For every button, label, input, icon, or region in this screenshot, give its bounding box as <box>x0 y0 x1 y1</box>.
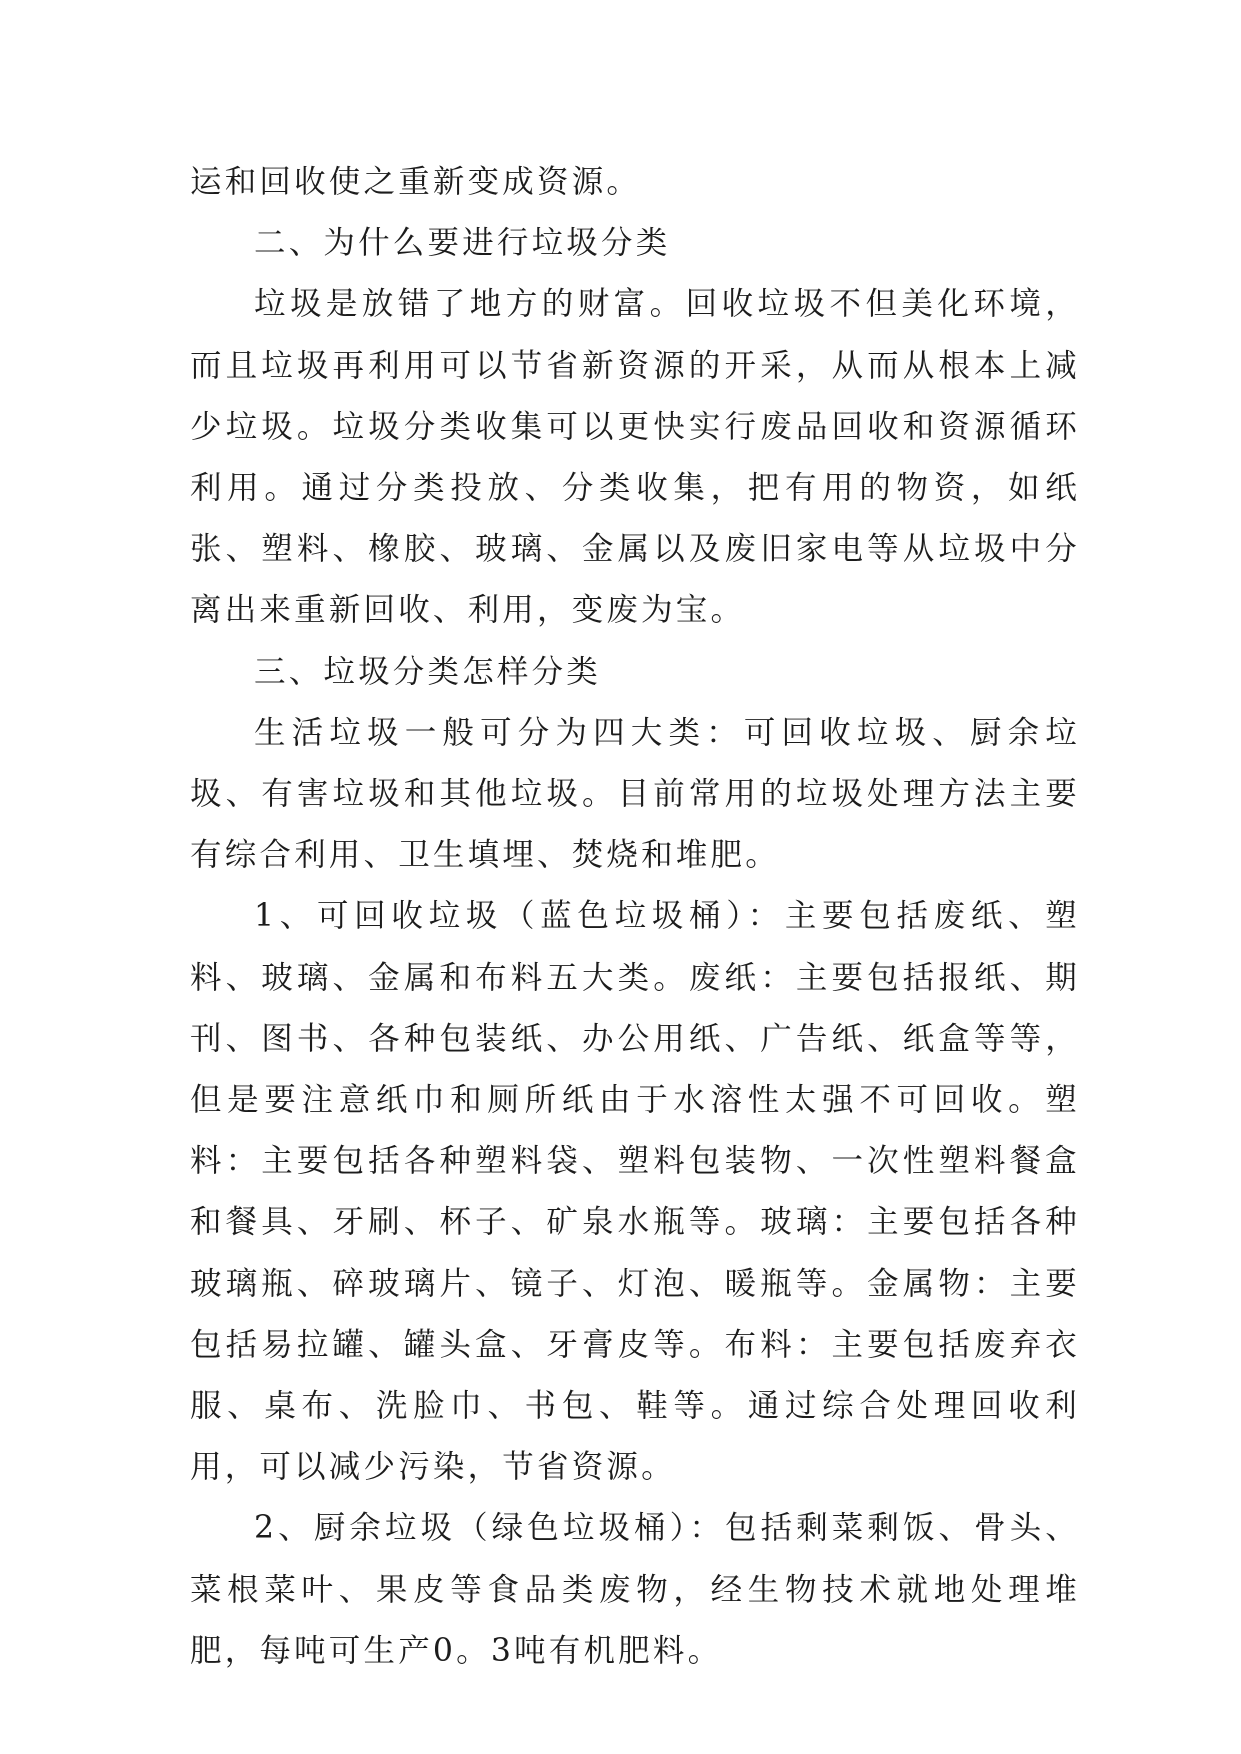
paragraph-continuation: 运和回收使之重新变成资源。 <box>190 164 642 200</box>
paragraph-why-classify: 垃圾是放错了地方的财富。回收垃圾不但美化环境，而且垃圾再利用可以节省新资源的开采，从而从根本上减少垃圾。垃圾分类收集可以更快实行废品回收和资源循环利用。通过分类投放、分类收集，把有用的物资，如纸张、塑料、橡胶、玻璃、金属以及废旧家电等从垃圾中分离出来重新回收、利用，变废为宝。 <box>190 286 1080 629</box>
section-heading-why-classify: 二、为什么要进行垃圾分类 <box>254 225 671 262</box>
document-body <box>190 152 1080 1682</box>
paragraph-kitchen-waste: 2、厨余垃圾（绿色垃圾桶）：包括剩菜剩饭、骨头、菜根菜叶、果皮等食品类废物，经生物技术就地处理堆肥，每吨可生产0。3吨有机肥料。 <box>190 1510 1080 1669</box>
paragraph-recyclable-waste: 1、可回收垃圾（蓝色垃圾桶）：主要包括废纸、塑料、玻璃、金属和布料五大类。废纸：主要包括报纸、期刊、图书、各种包装纸、办公用纸、广告纸、纸盒等等，但是要注意纸巾和厕所纸由于水溶性太强不可回收。塑料：主要包括各种塑料袋、塑料包装物、一次性塑料餐盒和餐具、牙刷、杯子、矿泉水瓶等。玻璃：主要包括各种玻璃瓶、碎玻璃片、镜子、灯泡、暖瓶等。金属物：主要包括易拉罐、罐头盒、牙膏皮等。布料：主要包括废弃衣服、桌布、洗脸巾、书包、鞋等。通过综合处理回收利用，可以减少污染，节省资源。 <box>190 898 1080 1486</box>
section-heading-how-classify: 三、垃圾分类怎样分类 <box>254 653 602 690</box>
paragraph-four-categories: 生活垃圾一般可分为四大类：可回收垃圾、厨余垃圾、有害垃圾和其他垃圾。目前常用的垃圾处理方法主要有综合利用、卫生填埋、焚烧和堆肥。 <box>190 714 1080 874</box>
